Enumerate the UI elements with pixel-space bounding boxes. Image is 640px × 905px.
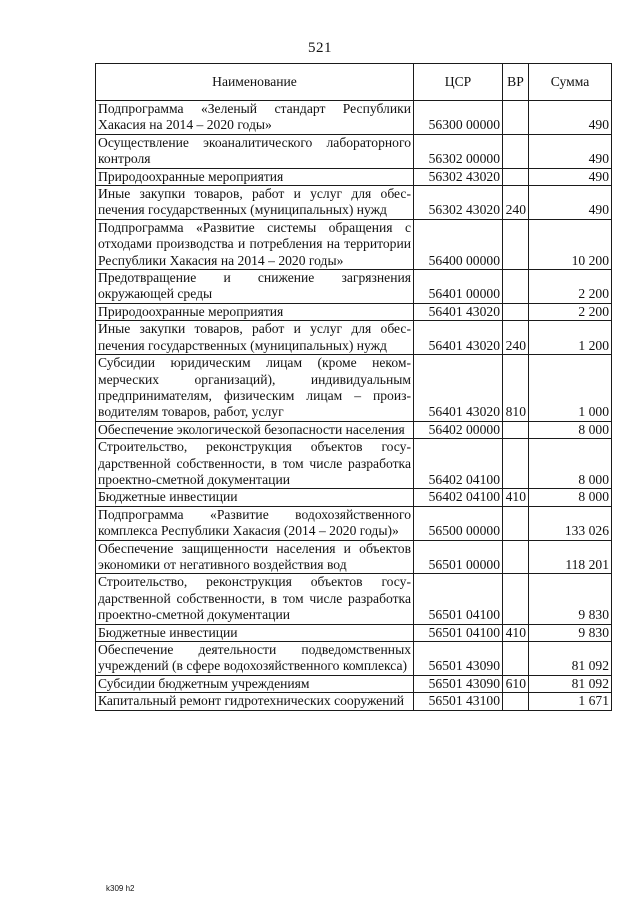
row-csr: 56401 43020 xyxy=(414,355,503,422)
row-csr: 56302 43020 xyxy=(414,168,503,185)
row-vr xyxy=(503,101,529,135)
row-csr: 56501 43100 xyxy=(414,693,503,710)
row-sum: 1 671 xyxy=(529,693,612,710)
table-row xyxy=(96,693,612,710)
row-name: Капитальный ремонт гидротехнических сооружений xyxy=(96,693,414,710)
row-name: Субсидии бюджетным учреждениям xyxy=(96,675,414,692)
row-csr: 56400 00000 xyxy=(414,219,503,269)
row-name: Подпрограмма «Зеленый стандарт Республики Хакасия на 2014 – 2020 годы» xyxy=(96,101,414,135)
row-vr xyxy=(503,540,529,574)
row-name: Предотвращение и снижение загрязнения окружающей среды xyxy=(96,270,414,304)
row-csr: 56401 43020 xyxy=(414,321,503,355)
row-csr: 56302 00000 xyxy=(414,134,503,168)
row-sum: 1 200 xyxy=(529,321,612,355)
row-name: Подпрограмма «Развитие системы обращения с отходами производства и потребления на территории Республики Хакасия на 2014 – 2020 годы» xyxy=(96,219,414,269)
header-vr: ВР xyxy=(503,64,529,101)
table-row xyxy=(96,101,612,135)
row-csr: 56501 04100 xyxy=(414,624,503,641)
table-row xyxy=(96,168,612,185)
header-csr: ЦСР xyxy=(414,64,503,101)
row-sum: 490 xyxy=(529,101,612,135)
row-name: Строительство, реконструкция объектов государственной собственности, в том числе разработка проектно-сметной документации xyxy=(96,574,414,624)
table-row xyxy=(96,624,612,641)
row-name: Осуществление экоаналитического лабораторного контроля xyxy=(96,134,414,168)
table-row xyxy=(96,421,612,438)
row-name: Бюджетные инвестиции xyxy=(96,624,414,641)
header-name: Наименование xyxy=(96,64,414,101)
row-csr: 56501 43090 xyxy=(414,642,503,676)
row-sum: 490 xyxy=(529,168,612,185)
row-csr: 56501 04100 xyxy=(414,574,503,624)
row-name: Иные закупки товаров, работ и услуг для обеспечения государственных (муниципальных) нужд xyxy=(96,321,414,355)
row-vr xyxy=(503,574,529,624)
row-vr xyxy=(503,693,529,710)
row-vr: 810 xyxy=(503,355,529,422)
row-csr: 56402 04100 xyxy=(414,489,503,506)
row-csr: 56501 00000 xyxy=(414,540,503,574)
row-name: Природоохранные мероприятия xyxy=(96,303,414,320)
row-vr xyxy=(503,134,529,168)
row-sum: 81 092 xyxy=(529,642,612,676)
row-name: Иные закупки товаров, работ и услуг для обеспечения государственных (муниципальных) нужд xyxy=(96,186,414,220)
row-name: Природоохранные мероприятия xyxy=(96,168,414,185)
table-row xyxy=(96,489,612,506)
row-sum: 2 200 xyxy=(529,303,612,320)
row-sum: 490 xyxy=(529,134,612,168)
row-sum: 133 026 xyxy=(529,506,612,540)
row-sum: 8 000 xyxy=(529,421,612,438)
table-row xyxy=(96,186,612,220)
row-sum: 8 000 xyxy=(529,489,612,506)
row-name: Строительство, реконструкция объектов государственной собственности, в том числе разработка проектно-сметной документации xyxy=(96,439,414,489)
row-name: Обеспечение деятельности подведомственных учреждений (в сфере водохозяйственного комплекса) xyxy=(96,642,414,676)
table-row xyxy=(96,642,612,676)
footer-code: k309 h2 xyxy=(106,884,135,893)
row-sum: 8 000 xyxy=(529,439,612,489)
row-csr: 56402 00000 xyxy=(414,421,503,438)
table-row xyxy=(96,219,612,269)
row-vr: 240 xyxy=(503,321,529,355)
row-csr: 56401 43020 xyxy=(414,303,503,320)
row-vr xyxy=(503,270,529,304)
row-vr: 410 xyxy=(503,489,529,506)
row-name: Подпрограмма «Развитие водохозяйственного комплекса Республики Хакасия (2014 – 2020 годы)» xyxy=(96,506,414,540)
table-row xyxy=(96,303,612,320)
row-name: Бюджетные инвестиции xyxy=(96,489,414,506)
row-vr xyxy=(503,303,529,320)
row-vr xyxy=(503,219,529,269)
table-row xyxy=(96,506,612,540)
table-row xyxy=(96,321,612,355)
table-row xyxy=(96,675,612,692)
row-vr: 240 xyxy=(503,186,529,220)
row-name: Обеспечение экологической безопасности населения xyxy=(96,421,414,438)
row-vr xyxy=(503,168,529,185)
table-header-row xyxy=(96,64,612,101)
row-vr: 410 xyxy=(503,624,529,641)
table-row xyxy=(96,355,612,422)
row-sum: 9 830 xyxy=(529,624,612,641)
table-row xyxy=(96,134,612,168)
row-sum: 81 092 xyxy=(529,675,612,692)
budget-table xyxy=(95,63,612,711)
row-csr: 56401 00000 xyxy=(414,270,503,304)
row-name: Обеспечение защищенности населения и объектов экономики от негативного воздействия вод xyxy=(96,540,414,574)
row-vr xyxy=(503,506,529,540)
row-vr: 610 xyxy=(503,675,529,692)
header-sum: Сумма xyxy=(529,64,612,101)
row-csr: 56402 04100 xyxy=(414,439,503,489)
page-number: 521 xyxy=(308,40,332,56)
row-csr: 56300 00000 xyxy=(414,101,503,135)
row-csr: 56500 00000 xyxy=(414,506,503,540)
table-row xyxy=(96,574,612,624)
table-row xyxy=(96,270,612,304)
row-sum: 1 000 xyxy=(529,355,612,422)
row-sum: 490 xyxy=(529,186,612,220)
row-vr xyxy=(503,642,529,676)
row-sum: 2 200 xyxy=(529,270,612,304)
row-sum: 10 200 xyxy=(529,219,612,269)
row-csr: 56501 43090 xyxy=(414,675,503,692)
row-sum: 9 830 xyxy=(529,574,612,624)
row-sum: 118 201 xyxy=(529,540,612,574)
table-row xyxy=(96,439,612,489)
row-name: Субсидии юридическим лицам (кроме некоммерческих организаций), индивидуальным предпринимателям, физическим лицам – производителям товаров, работ, услуг xyxy=(96,355,414,422)
row-vr xyxy=(503,439,529,489)
table-row xyxy=(96,540,612,574)
row-csr: 56302 43020 xyxy=(414,186,503,220)
row-vr xyxy=(503,421,529,438)
